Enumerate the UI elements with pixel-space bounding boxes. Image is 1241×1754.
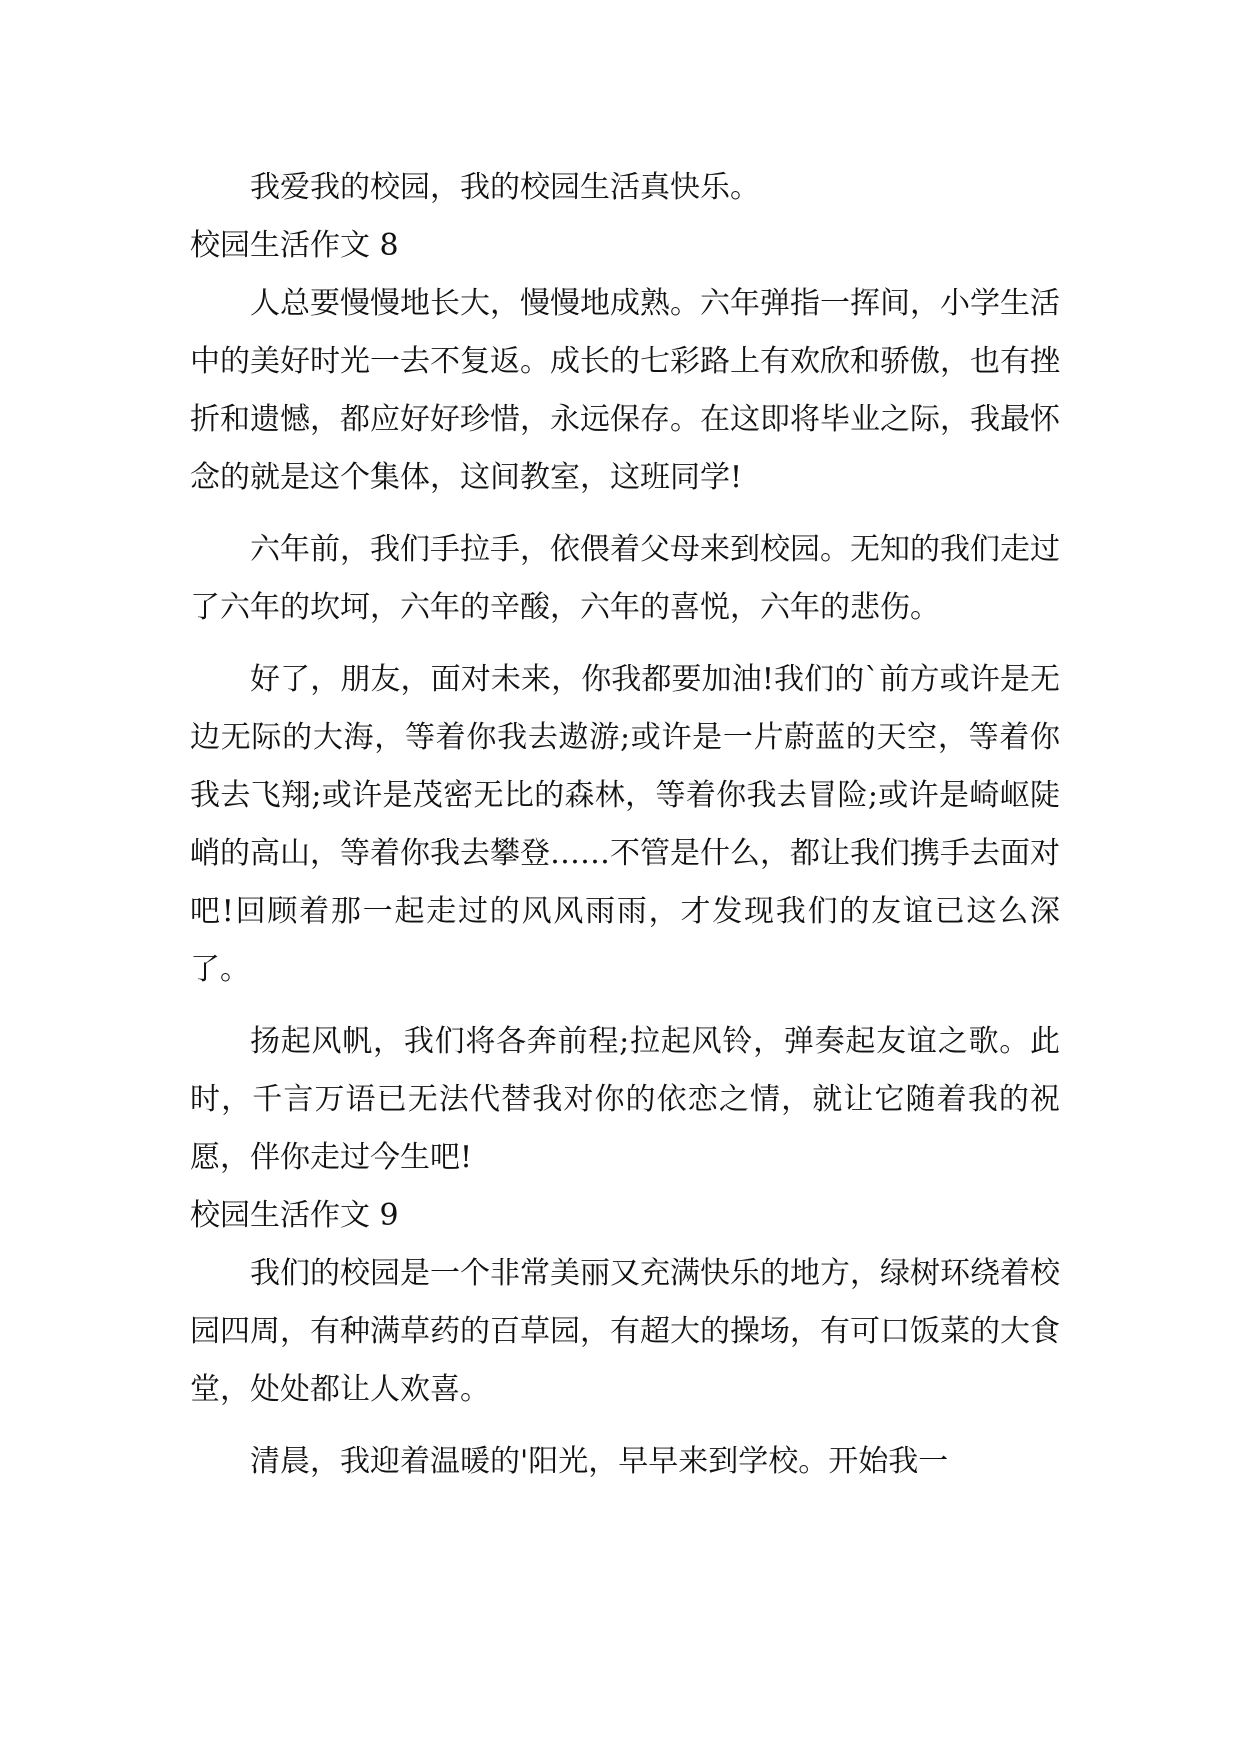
paragraph: 好了，朋友，面对未来，你我都要加油!我们的`前方或许是无边无际的大海，等着你我去遨游;或许是一片蔚蓝的天空，等着你我去飞翔;或许是茂密无比的森林，等着你我去冒险;或许是崎岖陡峭的高山，等着你我去攀登……不管是什么，都让我们携手去面对吧!回顾着那一起走过的风风雨雨，才发现我们的友谊已这么深了。 — [190, 662, 1060, 987]
paragraph: 我爱我的校园，我的校园生活真快乐。 — [250, 170, 760, 205]
paragraph: 我们的校园是一个非常美丽又充满快乐的地方，绿树环绕着校园四周，有种满草药的百草园，有超大的操场，有可口饭菜的大食堂，处处都让人欢喜。 — [190, 1256, 1060, 1407]
paragraph: 人总要慢慢地长大，慢慢地成熟。六年弹指一挥间，小学生活中的美好时光一去不复返。成长的七彩路上有欢欣和骄傲，也有挫折和遗憾，都应好好珍惜，永远保存。在这即将毕业之际，我最怀念的就是这个集体，这间教室，这班同学! — [190, 286, 1060, 495]
paragraph: 扬起风帆，我们将各奔前程;拉起风铃，弹奏起友谊之歌。此时，千言万语已无法代替我对你的依恋之情，就让它随着我的祝愿，伴你走过今生吧! — [190, 1024, 1060, 1175]
section-heading: 校园生活作文 8 — [190, 228, 399, 263]
paragraph: 清晨，我迎着温暖的'阳光，早早来到学校。开始我一 — [250, 1444, 949, 1479]
paragraph: 六年前，我们手拉手，依偎着父母来到校园。无知的我们走过了六年的坎坷，六年的辛酸，六年的喜悦，六年的悲伤。 — [190, 532, 1060, 625]
document-body — [190, 159, 1060, 1491]
section-heading: 校园生活作文 9 — [190, 1198, 399, 1233]
